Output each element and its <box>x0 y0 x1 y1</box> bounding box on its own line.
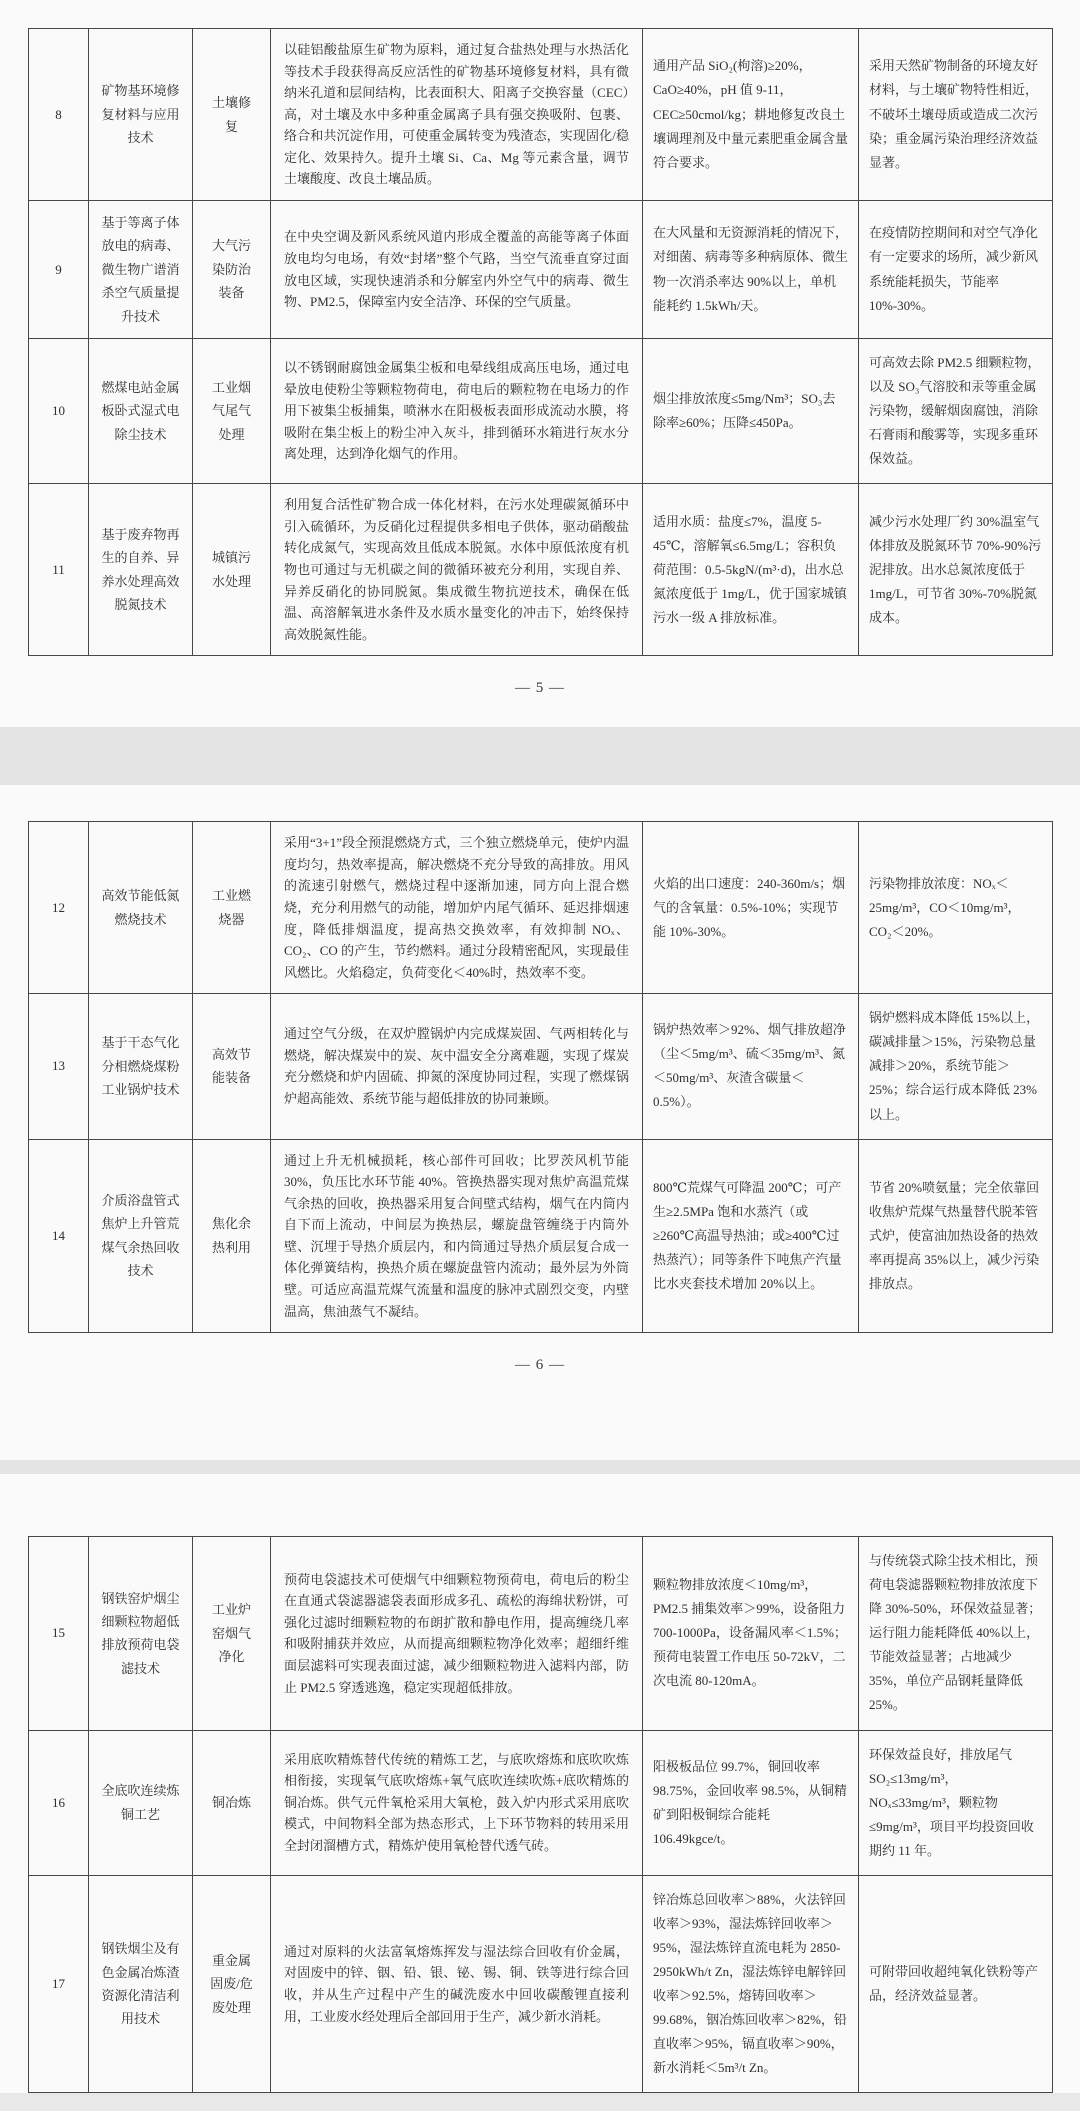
tech-description: 通过对原料的火法富氧熔炼挥发与湿法综合回收有价金属，对固废中的锌、铟、铅、银、铋、锡、铜、铁等进行综合回收，并从生产过程中产生的碱洗废水中回收碳酸锂直接利用，工业废水经处理后全部回用于生产，减少新水消耗。 <box>271 1875 643 2092</box>
tech-category: 土壤修复 <box>193 29 271 201</box>
tech-indicator: 颗粒物排放浓度＜10mg/m³，PM2.5 捕集效率＞99%，设备阻力 700-1000Pa，设备漏风率＜1.5%；预荷电装置工作电压 50-72kV，二次电流 80-120mA。 <box>643 1537 859 1730</box>
tech-benefit: 污染物排放浓度：NOₓ＜25mg/m³，CO＜10mg/m³，CO₂＜20%。 <box>859 822 1053 994</box>
tech-benefit: 与传统袋式除尘技术相比，预荷电袋滤器颗粒物排放浓度下降 30%-50%，环保效益显著；运行阻力能耗降低 40%以上，节能效益显著；占地减少 35%，单位产品钢耗量降低 25%。 <box>859 1537 1053 1730</box>
table-row <box>29 1875 1053 2092</box>
tech-description: 以硅铝酸盐原生矿物为原料，通过复合盐热处理与水热活化等技术手段获得高反应活性的矿物基环境修复材料，具有微纳米孔道和层间结构，比表面积大、阳离子交换容量（CEC）高，对土壤及水中多种重金属离子具有强交换吸附、包裹、络合和共沉淀作用，可使重金属转变为残渣态，实现固化/稳定化、效果持久。提升土壤 Si、Ca、Mg 等元素含量，调节土壤酸度、改良土壤品质。 <box>271 29 643 201</box>
table-row <box>29 201 1053 339</box>
tech-benefit: 锅炉燃料成本降低 15%以上，碳减排量＞15%，污染物总量减排＞20%，系统节能＞25%；综合运行成本降低 23%以上。 <box>859 994 1053 1139</box>
tech-description: 通过空气分级，在双炉膛锅炉内完成煤炭固、气两相转化与燃烧，解决煤炭中的炭、灰中温安全分离难题，实现了煤炭充分燃烧和炉内固硫、抑氮的深度协同过程，实现了燃煤锅炉超高能效、系统节能与超低排放的协同兼顾。 <box>271 994 643 1139</box>
tech-indicator: 800℃荒煤气可降温 200℃；可产生≥2.5MPa 饱和水蒸汽（或≥260℃高温导热油；或≥400℃过热蒸汽）；同等条件下吨焦产汽量比水夹套技术增加 20%以上。 <box>643 1139 859 1333</box>
tech-description: 通过上升无机械损耗，核心部件可回收；比罗茨风机节能 30%，负压比水环节能 40%。管换热器实现对焦炉高温荒煤气余热的回收，换热器采用复合间壁式结构，烟气在内筒内自下而上流动，中间层为换热层，螺旋盘管缠绕于内筒外壁、沉埋于导热介质层内，和内筒通过导热介质层复合成一体化弹簧结构，换热介质在螺旋盘管内流动；最外层为外筒壁。可适应高温荒煤气流量和温度的脉冲式剧烈交变，内壁温高，焦油蒸气不凝结。 <box>271 1139 643 1333</box>
row-number: 14 <box>29 1139 89 1333</box>
tech-description: 预荷电袋滤技术可使烟气中细颗粒物预荷电，荷电后的粉尘在直通式袋滤器滤袋表面形成多孔、疏松的海绵状粉饼，可强化过滤时细颗粒物的布朗扩散和静电作用，提高缠绕几率和吸附捕获并效应，从而提高细颗粒物净化效率；超细纤维面层滤料可实现表面过滤，减少细颗粒物进入滤料内部，防止 PM2.5 穿透逃逸，稳定实现超低排放。 <box>271 1537 643 1730</box>
tech-indicator: 适用水质：盐度≤7%，温度 5-45℃，溶解氧≤6.5mg/L；容积负荷范围：0.5-5kgN/(m³·d)，出水总氮浓度低于 1mg/L，优于国家城镇污水一级 A 排放标准。 <box>643 484 859 656</box>
tech-category: 大气污染防治装备 <box>193 201 271 339</box>
table-row <box>29 1730 1053 1875</box>
table-row <box>29 339 1053 484</box>
table-row <box>29 1139 1053 1333</box>
row-number: 16 <box>29 1730 89 1875</box>
table-row <box>29 994 1053 1139</box>
table-row <box>29 822 1053 994</box>
tech-benefit: 可附带回收超纯氧化铁粉等产品，经济效益显著。 <box>859 1875 1053 2092</box>
row-number: 8 <box>29 29 89 201</box>
tech-name: 全底吹连续炼铜工艺 <box>89 1730 193 1875</box>
table-row <box>29 29 1053 201</box>
row-number: 11 <box>29 484 89 656</box>
table-row <box>29 484 1053 656</box>
tech-benefit: 可高效去除 PM2.5 细颗粒物，以及 SO₃气溶胶和汞等重金属污染物，缓解烟囱腐蚀，消除石膏雨和酸雾等，实现多重环保效益。 <box>859 339 1053 484</box>
tech-benefit: 环保效益良好，排放尾气 SO₂≤13mg/m³，NOₓ≤33mg/m³，颗粒物≤9mg/m³，项目平均投资回收期约 11 年。 <box>859 1730 1053 1875</box>
technology-table-page-6 <box>28 821 1053 1333</box>
tech-indicator: 烟尘排放浓度≤5mg/Nm³；SO₃去除率≥60%；压降≤450Pa。 <box>643 339 859 484</box>
row-number: 15 <box>29 1537 89 1730</box>
tech-benefit: 在疫情防控期间和对空气净化有一定要求的场所，减少新风系统能耗损失，节能率 10%-30%。 <box>859 201 1053 339</box>
tech-category: 高效节能装备 <box>193 994 271 1139</box>
document-page-7 <box>0 1474 1080 2093</box>
page-number: — 6 — <box>515 1357 565 1374</box>
tech-indicator: 通用产品 SiO₂(枸溶)≥20%，CaO≥40%，pH 值 9-11，CEC≥50cmol/kg；耕地修复改良土壤调理剂及中量元素肥重金属含量符合要求。 <box>643 29 859 201</box>
tech-benefit: 节省 20%喷氨量；完全依靠回收焦炉荒煤气热量替代脱苯管式炉，使富油加热设备的热效率再提高 35%以上，减少污染排放点。 <box>859 1139 1053 1333</box>
row-number: 17 <box>29 1875 89 2092</box>
tech-name: 钢铁烟尘及有色金属冶炼渣资源化清洁利用技术 <box>89 1875 193 2092</box>
tech-name: 矿物基环境修复材料与应用技术 <box>89 29 193 201</box>
tech-category: 工业燃烧器 <box>193 822 271 994</box>
tech-name: 基于干态气化分相燃烧煤粉工业锅炉技术 <box>89 994 193 1139</box>
row-number: 10 <box>29 339 89 484</box>
row-number: 12 <box>29 822 89 994</box>
tech-description: 采用底吹精炼替代传统的精炼工艺，与底吹熔炼和底吹吹炼相衔接，实现氧气底吹熔炼+氧气底吹连续吹炼+底吹精炼的铜冶炼。供气元件氧枪采用大氧枪，鼓入炉内形式采用底吹模式，中间物料全部为热态形式，上下环节物料的转用采用全封闭溜槽方式，精炼炉使用氧枪替代透气砖。 <box>271 1730 643 1875</box>
tech-category: 重金属固废/危废处理 <box>193 1875 271 2092</box>
tech-description: 以不锈钢耐腐蚀金属集尘板和电晕线组成高压电场，通过电晕放电使粉尘等颗粒物荷电，荷电后的颗粒物在电场力的作用下被集尘板捕集，喷淋水在阳极板表面形成流动水膜，将吸附在集尘板上的粉尘冲入灰斗，排到循环水箱进行灰水分离处理，达到净化烟气的作用。 <box>271 339 643 484</box>
tech-name: 介质浴盘管式焦炉上升管荒煤气余热回收技术 <box>89 1139 193 1333</box>
tech-indicator: 阳极板品位 99.7%，铜回收率 98.75%，金回收率 98.5%，从铜精矿到阳极铜综合能耗 106.49kgce/t。 <box>643 1730 859 1875</box>
tech-benefit: 采用天然矿物制备的环境友好材料，与土壤矿物特性相近，不破坏土壤母质或造成二次污染；重金属污染治理经济效益显著。 <box>859 29 1053 201</box>
tech-benefit: 减少污水处理厂约 30%温室气体排放及脱氮环节 70%-90%污泥排放。出水总氮浓度低于 1mg/L，可节省 30%-70%脱氮成本。 <box>859 484 1053 656</box>
technology-table-page-7 <box>28 1536 1053 2093</box>
tech-description: 采用“3+1”段全预混燃烧方式，三个独立燃烧单元，使炉内温度均匀，热效率提高，解决燃烧不充分导致的高排放。用风的流速引射燃气，燃烧过程中逐渐加速，同方向上混合燃烧，充分利用燃气的动能，增加炉内尾气循环、延迟排烟速度，降低排烟温度，提高热交换效率，有效抑制 NOₓ、CO₂、CO 的产生，节约燃料。通过分段精密配风，实现最佳风燃比。火焰稳定，负荷变化＜40%时，热效率不变。 <box>271 822 643 994</box>
tech-name: 基于等离子体放电的病毒、微生物广谱消杀空气质量提升技术 <box>89 201 193 339</box>
document-page-6 <box>0 785 1080 1460</box>
tech-category: 铜冶炼 <box>193 1730 271 1875</box>
tech-name: 燃煤电站金属板卧式湿式电除尘技术 <box>89 339 193 484</box>
row-number: 13 <box>29 994 89 1139</box>
page-number: — 5 — <box>515 680 565 697</box>
technology-table-page-5 <box>28 28 1053 656</box>
document-page-5 <box>0 0 1080 727</box>
table-row <box>29 1537 1053 1730</box>
tech-category: 工业炉窑烟气净化 <box>193 1537 271 1730</box>
tech-name: 高效节能低氮燃烧技术 <box>89 822 193 994</box>
row-number: 9 <box>29 201 89 339</box>
page-gap <box>0 727 1080 785</box>
tech-name: 基于废弃物再生的自养、异养水处理高效脱氮技术 <box>89 484 193 656</box>
tech-name: 钢铁窑炉烟尘细颗粒物超低排放预荷电袋滤技术 <box>89 1537 193 1730</box>
tech-indicator: 锅炉热效率＞92%、烟气排放超净（尘＜5mg/m³、硫＜35mg/m³、氮＜50mg/m³、灰渣含碳量＜0.5%）。 <box>643 994 859 1139</box>
tech-indicator: 锌冶炼总回收率＞88%，火法锌回收率＞93%，湿法炼锌回收率＞95%，湿法炼锌直流电耗为 2850-2950kWh/t Zn，湿法炼锌电解锌回收率＞92.5%，熔铸回收率＞99.68%，铟冶炼回收率＞82%，铅直收率＞95%，镉直收率＞90%，新水消耗＜5m³/t Zn。 <box>643 1875 859 2092</box>
tech-description: 在中央空调及新风系统风道内形成全覆盖的高能等离子体面放电均匀电场，有效“封堵”整个气路，当空气流垂直穿过面放电区域，实现快速消杀和分解室内外空气中的病毒、微生物、PM2.5，保障室内安全洁净、环保的空气质量。 <box>271 201 643 339</box>
tech-indicator: 火焰的出口速度：240-360m/s；烟气的含氧量：0.5%-10%；实现节能 10%-30%。 <box>643 822 859 994</box>
page-gap <box>0 1460 1080 1474</box>
tech-description: 利用复合活性矿物合成一体化材料，在污水处理碳氮循环中引入硫循环，为反硝化过程提供多相电子供体，驱动硝酸盐转化成氮气，实现高效且低成本脱氮。水体中原低浓度有机物也可通过与无机碳之间的微循环被充分利用，实现自养、异养反硝化的协同脱氮。集成微生物抗逆技术，确保在低温、高溶解氧进水条件及水质水量变化的冲击下，始终保持高效脱氮性能。 <box>271 484 643 656</box>
tech-category: 工业烟气尾气处理 <box>193 339 271 484</box>
tech-indicator: 在大风量和无资源消耗的情况下，对细菌、病毒等多种病原体、微生物一次消杀率达 90%以上，单机能耗约 1.5kWh/天。 <box>643 201 859 339</box>
tech-category: 城镇污水处理 <box>193 484 271 656</box>
tech-category: 焦化余热利用 <box>193 1139 271 1333</box>
